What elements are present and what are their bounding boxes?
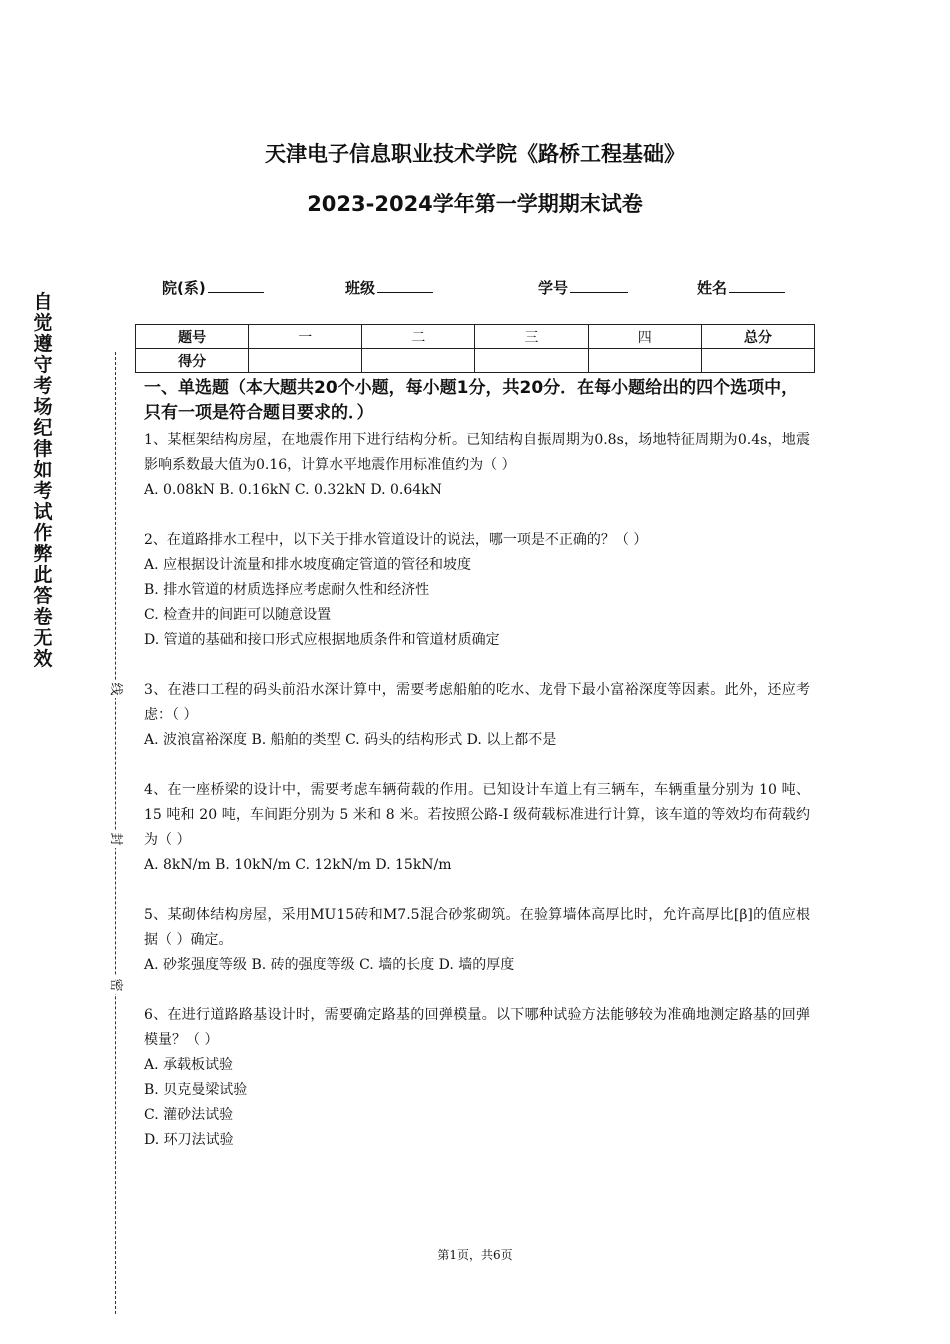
score-header-cell: 四 <box>588 325 701 349</box>
question-option: B. 贝克曼梁试验 <box>144 1082 248 1098</box>
score-table-score-row <box>136 349 815 373</box>
question-stem: 5、某砌体结构房屋，采用MU15砖和M7.5混合砂浆砌筑。在验算墙体高厚比时，允许高厚比[β]的值应根据（ ）确定。 <box>144 907 810 948</box>
score-table-header-row <box>136 325 815 349</box>
side-warning-char: 弊 <box>33 543 53 565</box>
class-blank[interactable] <box>377 276 433 293</box>
side-warning-char: 卷 <box>33 606 53 628</box>
question-option: A. 应根据设计流量和排水坡度确定管道的管径和坡度 <box>144 557 472 573</box>
question-option: C. 灌砂法试验 <box>144 1107 234 1123</box>
side-warning-char: 考 <box>33 375 53 397</box>
score-cell[interactable] <box>249 349 362 373</box>
question-option: D. 管道的基础和接口形式应根据地质条件和管道材质确定 <box>144 632 500 648</box>
score-header-cell: 总分 <box>701 325 814 349</box>
section-one-heading: 一、单选题（本大题共20个小题，每小题1分，共20分．在每小题给出的四个选项中，只有一项是符合题目要求的．） <box>144 378 799 423</box>
question-3 <box>144 678 810 753</box>
student-id-blank[interactable] <box>570 276 628 293</box>
score-table <box>135 324 815 373</box>
department-blank[interactable] <box>208 276 264 293</box>
question-2 <box>144 528 810 653</box>
question-option: A. 8kN/m B. 10kN/m C. 12kN/m D. 15kN/m <box>144 857 452 873</box>
score-cell[interactable] <box>588 349 701 373</box>
score-cell[interactable] <box>701 349 814 373</box>
score-header-cell: 二 <box>362 325 475 349</box>
name-label: 姓名 <box>697 279 728 297</box>
score-cell[interactable] <box>362 349 475 373</box>
page-footer: 第1页，共6页 <box>437 1248 513 1262</box>
score-header-cell: 三 <box>475 325 588 349</box>
department-label: 院(系) <box>162 279 206 297</box>
side-warning-char: 作 <box>33 522 53 544</box>
side-warning-char: 如 <box>33 459 53 481</box>
side-warning-char: 纪 <box>33 417 53 439</box>
question-option: A. 承载板试验 <box>144 1057 234 1073</box>
question-option: A. 砂浆强度等级 B. 砖的强度等级 C. 墙的长度 D. 墙的厚度 <box>144 957 515 973</box>
side-warning-char: 守 <box>33 354 53 376</box>
name-field <box>697 276 785 298</box>
side-warning-char: 答 <box>33 585 53 607</box>
class-field <box>345 276 433 298</box>
question-1 <box>144 428 810 503</box>
side-warning-char: 试 <box>33 501 53 523</box>
score-header-cell: 一 <box>249 325 362 349</box>
question-option: C. 检查井的间距可以随意设置 <box>144 607 332 623</box>
binding-mark-secret: 密 <box>106 976 124 994</box>
class-label: 班级 <box>345 279 376 297</box>
exam-title-line1: 天津电子信息职业技术学院《路桥工程基础》 <box>265 142 685 166</box>
question-stem: 1、某框架结构房屋，在地震作用下进行结构分析。已知结构自振周期为0.8s，场地特征周期为0.4s，地震影响系数最大值为0.16，计算水平地震作用标准值约为（ ） <box>144 432 810 473</box>
student-id-label: 学号 <box>538 279 569 297</box>
question-stem: 4、在一座桥梁的设计中，需要考虑车辆荷载的作用。已知设计车道上有三辆车，车辆重量分别为 10 吨、15 吨和 20 吨，车间距分别为 5 米和 8 米。若按照公路-I 级荷载标准进行计算，该车道的等效均布荷载约为（ ） <box>144 782 810 848</box>
question-option: B. 排水管道的材质选择应考虑耐久性和经济性 <box>144 582 430 598</box>
score-header-cell: 题号 <box>136 325 249 349</box>
question-stem: 2、在道路排水工程中，以下关于排水管道设计的说法，哪一项是不正确的？（ ） <box>144 532 648 548</box>
department-field <box>162 276 264 298</box>
score-row-label: 得分 <box>136 349 249 373</box>
question-option: A. 0.08kN B. 0.16kN C. 0.32kN D. 0.64kN <box>144 482 442 498</box>
side-warning-char: 觉 <box>33 312 53 334</box>
binding-mark-line: 线 <box>106 680 124 698</box>
question-stem: 3、在港口工程的码头前沿水深计算中，需要考虑船舶的吃水、龙骨下最小富裕深度等因素。此外，还应考虑：（ ） <box>144 682 810 723</box>
side-warning-char: 场 <box>33 396 53 418</box>
name-blank[interactable] <box>729 276 785 293</box>
question-6 <box>144 1003 810 1153</box>
side-warning-char: 自 <box>33 291 53 313</box>
side-warning-text <box>30 292 56 670</box>
score-cell[interactable] <box>475 349 588 373</box>
question-stem: 6、在进行道路路基设计时，需要确定路基的回弹模量。以下哪种试验方法能够较为准确地测定路基的回弹模量？（ ） <box>144 1007 810 1048</box>
side-warning-char: 此 <box>33 564 53 586</box>
student-info-row <box>0 276 950 300</box>
side-warning-char: 无 <box>33 627 53 649</box>
side-warning-char: 律 <box>33 438 53 460</box>
side-warning-char: 考 <box>33 480 53 502</box>
question-option: D. 环刀法试验 <box>144 1132 234 1148</box>
side-warning-char: 效 <box>33 648 53 670</box>
question-5 <box>144 903 810 978</box>
side-warning-char: 遵 <box>33 333 53 355</box>
student-id-field <box>538 276 628 298</box>
question-option: A. 波浪富裕深度 B. 船舶的类型 C. 码头的结构形式 D. 以上都不是 <box>144 732 557 748</box>
question-4 <box>144 778 810 878</box>
binding-mark-seal: 封 <box>106 830 124 848</box>
exam-content <box>144 376 810 1178</box>
exam-title-line2: 2023-2024学年第一学期期末试卷 <box>307 192 643 216</box>
